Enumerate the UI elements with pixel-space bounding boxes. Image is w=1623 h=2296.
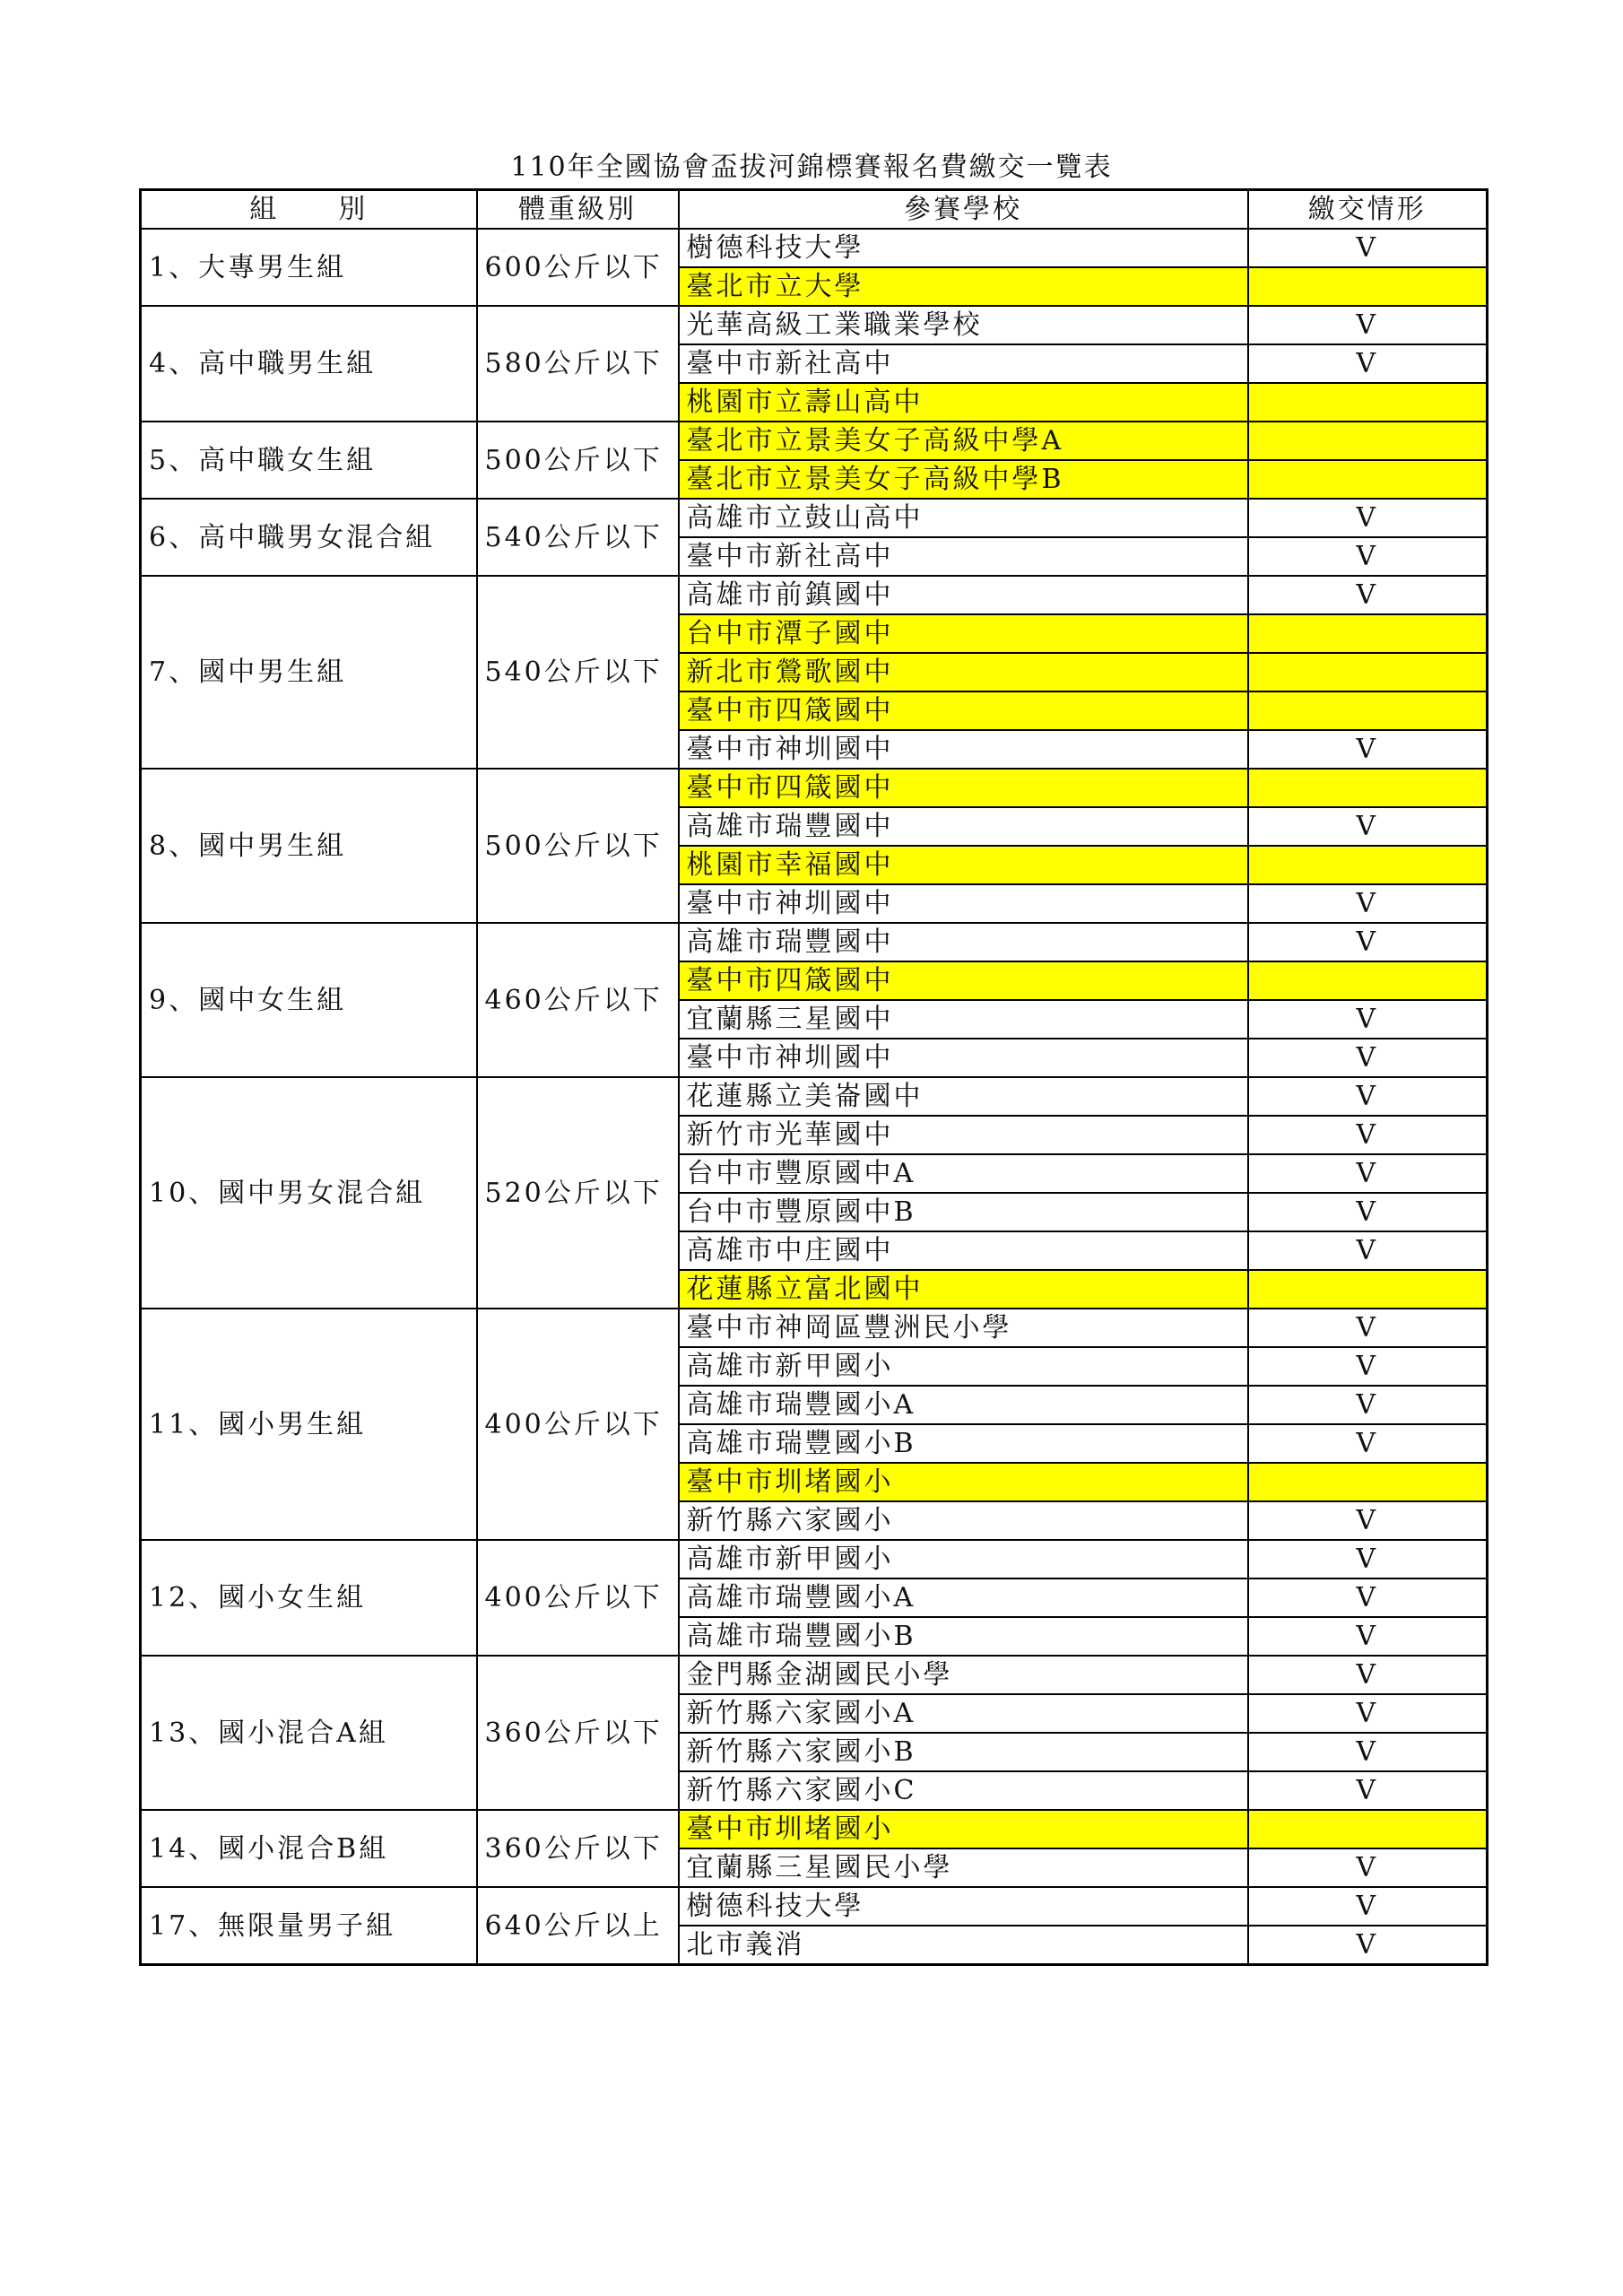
- school-cell: 高雄市中庄國中: [679, 1231, 1248, 1270]
- group-name-cell: 1、大專男生組: [141, 229, 477, 306]
- payment-status-cell: V: [1248, 1733, 1488, 1771]
- table-row: [141, 1810, 1488, 1848]
- payment-status-cell: V: [1248, 1617, 1488, 1656]
- payment-status-cell: V: [1248, 1386, 1488, 1424]
- header-school: 參賽學校: [679, 190, 1248, 230]
- payment-status-cell: V: [1248, 499, 1488, 537]
- payment-status-cell: V: [1248, 1424, 1488, 1463]
- group-name-cell: 5、高中職女生組: [141, 422, 477, 499]
- weight-class-cell: 400公斤以下: [477, 1540, 679, 1656]
- school-cell: 樹德科技大學: [679, 1887, 1248, 1926]
- header-row: [141, 190, 1488, 230]
- school-cell: 桃園市幸福國中: [679, 846, 1248, 884]
- payment-status-cell: [1248, 1270, 1488, 1309]
- payment-status-cell: V: [1248, 229, 1488, 267]
- weight-class-cell: 360公斤以下: [477, 1656, 679, 1810]
- weight-class-cell: 580公斤以下: [477, 306, 679, 422]
- group-name-cell: 8、國中男生組: [141, 769, 477, 923]
- payment-status-cell: V: [1248, 1077, 1488, 1116]
- header-weight: 體重級別: [477, 190, 679, 230]
- school-cell: 花蓮縣立富北國中: [679, 1270, 1248, 1309]
- school-cell: 新竹縣六家國小B: [679, 1733, 1248, 1771]
- school-cell: 臺中市神圳國中: [679, 730, 1248, 769]
- school-cell: 臺中市神圳國中: [679, 884, 1248, 923]
- weight-class-cell: 500公斤以下: [477, 422, 679, 499]
- weight-class-cell: 640公斤以上: [477, 1887, 679, 1965]
- school-cell: 高雄市瑞豐國中: [679, 807, 1248, 846]
- weight-class-cell: 460公斤以下: [477, 923, 679, 1077]
- weight-class-cell: 500公斤以下: [477, 769, 679, 923]
- weight-class-cell: 400公斤以下: [477, 1309, 679, 1540]
- table-row: [141, 1887, 1488, 1926]
- table-row: [141, 576, 1488, 614]
- group-name-cell: 4、高中職男生組: [141, 306, 477, 422]
- school-cell: 高雄市瑞豐國小B: [679, 1617, 1248, 1656]
- group-name-cell: 13、國小混合A組: [141, 1656, 477, 1810]
- payment-status-cell: [1248, 614, 1488, 653]
- payment-status-cell: V: [1248, 923, 1488, 961]
- table-row: [141, 422, 1488, 460]
- group-name-cell: 6、高中職男女混合組: [141, 499, 477, 576]
- school-cell: 高雄市瑞豐國小A: [679, 1386, 1248, 1424]
- payment-status-cell: V: [1248, 730, 1488, 769]
- payment-status-cell: V: [1248, 1848, 1488, 1887]
- school-cell: 光華高級工業職業學校: [679, 306, 1248, 344]
- payment-status-cell: V: [1248, 1656, 1488, 1694]
- school-cell: 新北市鶯歌國中: [679, 653, 1248, 691]
- payment-status-cell: V: [1248, 1309, 1488, 1347]
- school-cell: 臺中市新社高中: [679, 537, 1248, 576]
- payment-status-cell: V: [1248, 1578, 1488, 1617]
- school-cell: 新竹縣六家國小A: [679, 1694, 1248, 1733]
- payment-status-cell: [1248, 691, 1488, 730]
- payment-status-cell: [1248, 961, 1488, 1000]
- table-row: [141, 923, 1488, 961]
- fee-table: [139, 188, 1488, 1966]
- school-cell: 臺中市四箴國中: [679, 961, 1248, 1000]
- school-cell: 高雄市前鎮國中: [679, 576, 1248, 614]
- payment-status-cell: V: [1248, 1154, 1488, 1193]
- school-cell: 臺中市新社高中: [679, 344, 1248, 383]
- table-row: [141, 1656, 1488, 1694]
- payment-status-cell: V: [1248, 1887, 1488, 1926]
- payment-status-cell: V: [1248, 1501, 1488, 1540]
- payment-status-cell: V: [1248, 1193, 1488, 1231]
- school-cell: 北市義消: [679, 1926, 1248, 1965]
- school-cell: 臺北市立大學: [679, 267, 1248, 306]
- weight-class-cell: 540公斤以下: [477, 576, 679, 769]
- payment-status-cell: V: [1248, 576, 1488, 614]
- payment-status-cell: [1248, 422, 1488, 460]
- payment-status-cell: [1248, 653, 1488, 691]
- payment-status-cell: [1248, 267, 1488, 306]
- weight-class-cell: 360公斤以下: [477, 1810, 679, 1887]
- payment-status-cell: V: [1248, 1116, 1488, 1154]
- group-name-cell: 14、國小混合B組: [141, 1810, 477, 1887]
- table-row: [141, 499, 1488, 537]
- payment-status-cell: [1248, 769, 1488, 807]
- table-row: [141, 306, 1488, 344]
- page-title: 110年全國協會盃拔河錦標賽報名費繳交一覽表: [510, 152, 1113, 183]
- payment-status-cell: V: [1248, 306, 1488, 344]
- payment-status-cell: V: [1248, 1231, 1488, 1270]
- school-cell: 花蓮縣立美崙國中: [679, 1077, 1248, 1116]
- school-cell: 新竹市光華國中: [679, 1116, 1248, 1154]
- school-cell: 台中市豐原國中A: [679, 1154, 1248, 1193]
- payment-status-cell: V: [1248, 1039, 1488, 1077]
- payment-status-cell: [1248, 1463, 1488, 1501]
- group-name-cell: 9、國中女生組: [141, 923, 477, 1077]
- table-row: [141, 229, 1488, 267]
- school-cell: 新竹縣六家國小C: [679, 1771, 1248, 1810]
- group-name-cell: 7、國中男生組: [141, 576, 477, 769]
- payment-status-cell: V: [1248, 1771, 1488, 1810]
- school-cell: 桃園市立壽山高中: [679, 383, 1248, 422]
- payment-status-cell: [1248, 846, 1488, 884]
- payment-status-cell: V: [1248, 344, 1488, 383]
- fee-table-body: [141, 229, 1488, 1965]
- school-cell: 臺中市四箴國中: [679, 691, 1248, 730]
- weight-class-cell: 520公斤以下: [477, 1077, 679, 1309]
- table-row: [141, 769, 1488, 807]
- school-cell: 臺中市圳堵國小: [679, 1463, 1248, 1501]
- school-cell: 高雄市瑞豐國小A: [679, 1578, 1248, 1617]
- school-cell: 高雄市瑞豐國中: [679, 923, 1248, 961]
- group-name-cell: 17、無限量男子組: [141, 1887, 477, 1965]
- school-cell: 樹德科技大學: [679, 229, 1248, 267]
- table-row: [141, 1077, 1488, 1116]
- table-row: [141, 1309, 1488, 1347]
- payment-status-cell: V: [1248, 537, 1488, 576]
- group-name-cell: 10、國中男女混合組: [141, 1077, 477, 1309]
- school-cell: 臺中市四箴國中: [679, 769, 1248, 807]
- payment-status-cell: V: [1248, 884, 1488, 923]
- group-name-cell: 11、國小男生組: [141, 1309, 477, 1540]
- payment-status-cell: V: [1248, 1347, 1488, 1386]
- header-status: 繳交情形: [1248, 190, 1488, 230]
- school-cell: 臺中市神圳國中: [679, 1039, 1248, 1077]
- payment-status-cell: V: [1248, 1540, 1488, 1578]
- school-cell: 高雄市立鼓山高中: [679, 499, 1248, 537]
- school-cell: 臺中市神岡區豐洲民小學: [679, 1309, 1248, 1347]
- school-cell: 高雄市瑞豐國小B: [679, 1424, 1248, 1463]
- school-cell: 臺北市立景美女子高級中學B: [679, 460, 1248, 499]
- school-cell: 宜蘭縣三星國民小學: [679, 1848, 1248, 1887]
- school-cell: 臺北市立景美女子高級中學A: [679, 422, 1248, 460]
- school-cell: 高雄市新甲國小: [679, 1540, 1248, 1578]
- school-cell: 宜蘭縣三星國中: [679, 1000, 1248, 1039]
- payment-status-cell: V: [1248, 1694, 1488, 1733]
- weight-class-cell: 540公斤以下: [477, 499, 679, 576]
- table-row: [141, 1540, 1488, 1578]
- payment-status-cell: V: [1248, 807, 1488, 846]
- header-group: 組 別: [141, 190, 477, 230]
- school-cell: 金門縣金湖國民小學: [679, 1656, 1248, 1694]
- payment-status-cell: V: [1248, 1000, 1488, 1039]
- payment-status-cell: V: [1248, 1926, 1488, 1965]
- group-name-cell: 12、國小女生組: [141, 1540, 477, 1656]
- payment-status-cell: [1248, 460, 1488, 499]
- payment-status-cell: [1248, 1810, 1488, 1848]
- school-cell: 新竹縣六家國小: [679, 1501, 1248, 1540]
- weight-class-cell: 600公斤以下: [477, 229, 679, 306]
- school-cell: 台中市潭子國中: [679, 614, 1248, 653]
- school-cell: 臺中市圳堵國小: [679, 1810, 1248, 1848]
- payment-status-cell: [1248, 383, 1488, 422]
- school-cell: 高雄市新甲國小: [679, 1347, 1248, 1386]
- school-cell: 台中市豐原國中B: [679, 1193, 1248, 1231]
